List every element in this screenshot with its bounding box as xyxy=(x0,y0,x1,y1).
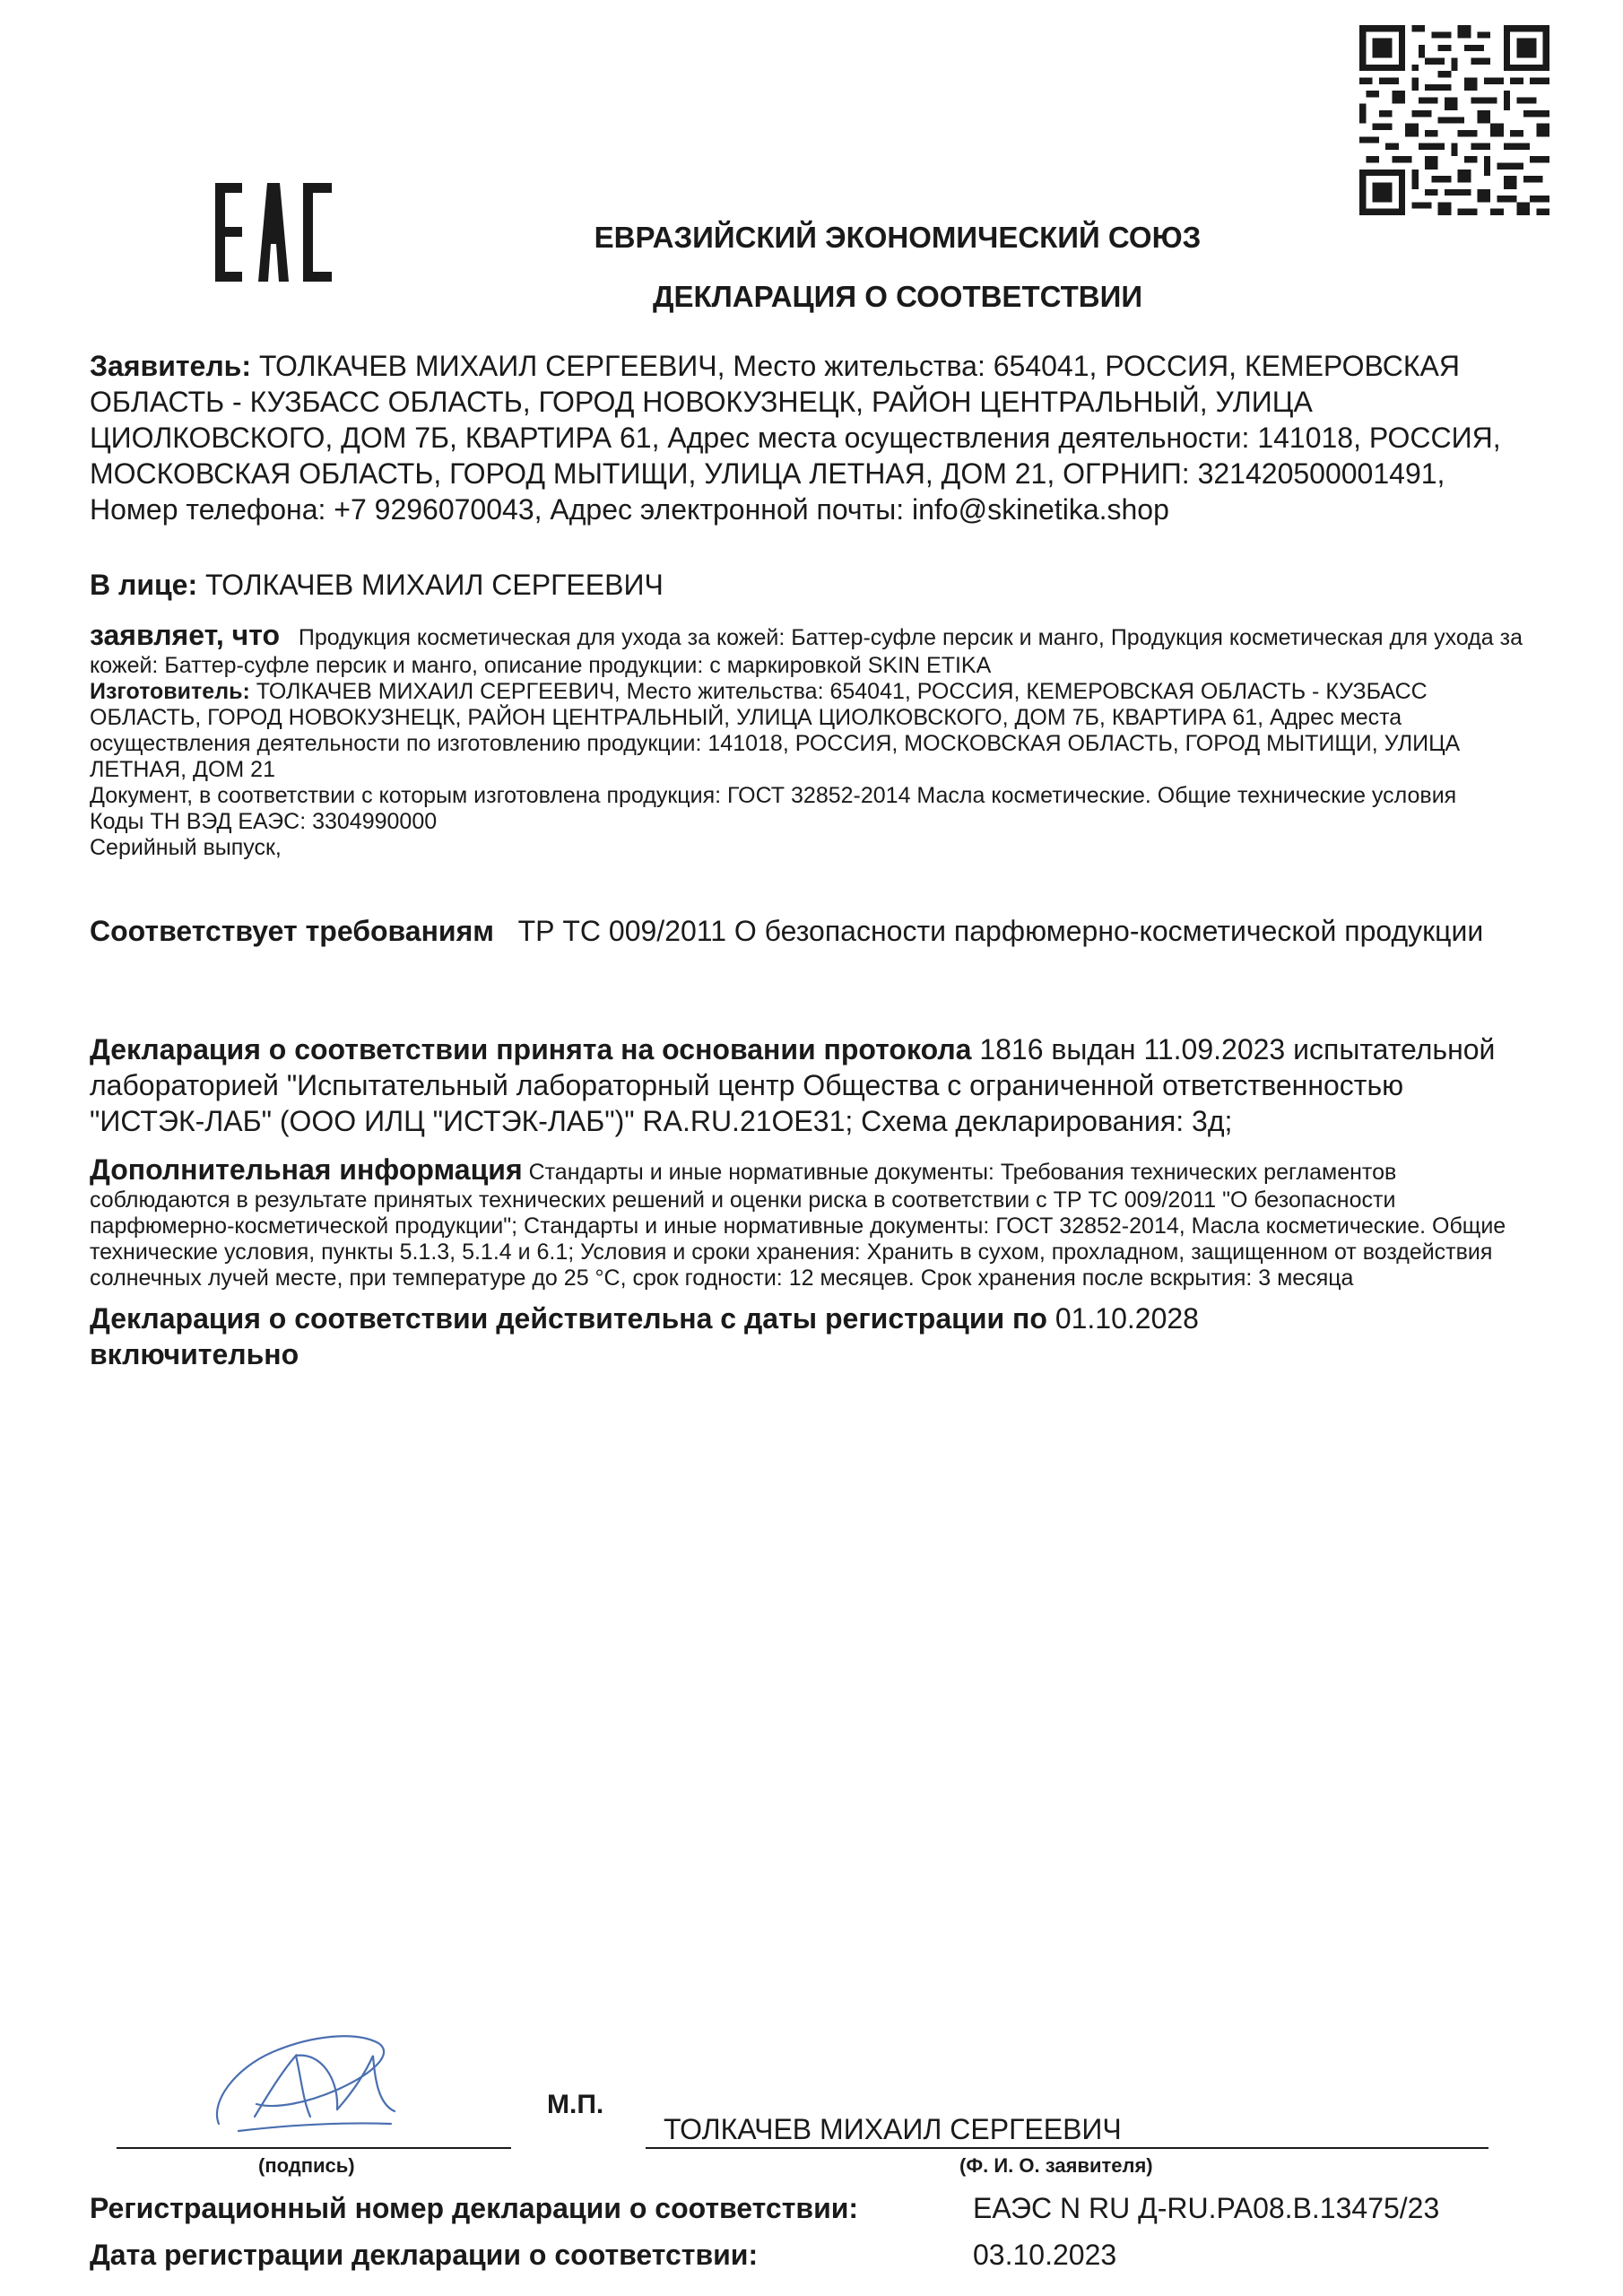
handwritten-signature xyxy=(203,2016,402,2142)
validity-label: Декларация о соответствии действительна с даты регистрации по xyxy=(90,1302,1047,1335)
serial-release: Серийный выпуск, xyxy=(90,835,282,860)
union-title: ЕВРАЗИЙСКИЙ ЭКОНОМИЧЕСКИЙ СОЮЗ xyxy=(594,221,1202,254)
representative-text: ТОЛКАЧЕВ МИХАИЛ СЕРГЕЕВИЧ xyxy=(205,569,664,601)
name-caption: (Ф. И. О. заявителя) xyxy=(959,2154,1153,2177)
protocol-block xyxy=(90,1031,1524,1139)
registration-date: 03.10.2023 xyxy=(973,2239,1117,2271)
conforms-text: ТР ТС 009/2011 О безопасности парфюмерно-косметической продукции xyxy=(517,915,1484,947)
registration-number: ЕАЭС N RU Д-RU.РА08.В.13475/23 xyxy=(973,2192,1440,2224)
registration-date-label: Дата регистрации декларации о соответствии: xyxy=(90,2239,759,2271)
standard-document: Документ, в соответствии с которым изготовлена продукция: ГОСТ 32852-2014 Масла косметические. Общие технические условия xyxy=(90,783,1457,808)
conforms-label: Соответствует требованиям xyxy=(90,915,494,947)
conforms-block xyxy=(90,913,1524,949)
protocol-label: Декларация о соответствии принята на основании протокола xyxy=(90,1033,972,1065)
applicant-text: ТОЛКАЧЕВ МИХАИЛ СЕРГЕЕВИЧ, Место жительства: 654041, РОССИЯ, КЕМЕРОВСКАЯ ОБЛАСТЬ - КУЗБАСС ОБЛАСТЬ, ГОРОД НОВОКУЗНЕЦК, РАЙОН ЦЕНТРАЛЬНЫЙ, УЛИЦА ЦИОЛКОВСКОГО, ДОМ 7Б, КВАРТИРА 61, Адрес места осуществления деятельности: 141018, РОССИЯ, МОСКОВСКАЯ ОБЛАСТЬ, ГОРОД МЫТИЩИ, УЛИЦА ЛЕТНАЯ, ДОМ 21, ОГРНИП: 321420500001491, Номер телефона: +7 9296070043, Адрес электронной почты: info@skinetika.shop xyxy=(90,350,1501,526)
customs-codes: Коды ТН ВЭД ЕАЭС: 3304990000 xyxy=(90,809,438,834)
declares-label: заявляет, что xyxy=(90,619,280,651)
additional-info-text: Стандарты и иные нормативные документы: Требования технических регламентов соблюдаются в результате принятых технических решений и оценки риска в соответствии с ТР ТС 009/2011 "О безопасности парфюмерно-косметической продукции"; Стандарты и иные нормативные документы: ГОСТ 32852-2014, Масла косметические. Общие технические условия, пункты 5.1.3, 5.1.4 и 6.1; Условия и сроки хранения: Хранить в сухом, прохладном, защищенном от воздействия солнечных лучей месте, при температуре до 25 °С, срок годности: 12 месяцев. Срок хранения после вскрытия: 3 месяца xyxy=(90,1160,1506,1291)
stamp-place-label: М.П. xyxy=(547,2090,604,2119)
representative-label: В лице: xyxy=(90,569,198,601)
validity-suffix: включительно xyxy=(90,1338,299,1370)
manufacturer-label: Изготовитель: xyxy=(90,679,250,704)
registration-number-label: Регистрационный номер декларации о соответствии: xyxy=(90,2192,859,2224)
validity-block xyxy=(90,1300,1524,1372)
applicant-name: ТОЛКАЧЕВ МИХАИЛ СЕРГЕЕВИЧ xyxy=(664,2113,1122,2145)
declaration-block xyxy=(90,617,1524,861)
manufacturer-text: ТОЛКАЧЕВ МИХАИЛ СЕРГЕЕВИЧ, Место жительства: 654041, РОССИЯ, КЕМЕРОВСКАЯ ОБЛАСТЬ - КУЗБАСС ОБЛАСТЬ, ГОРОД НОВОКУЗНЕЦК, РАЙОН ЦЕНТРАЛЬНЫЙ, УЛИЦА ЦИОЛКОВСКОГО, ДОМ 7Б, КВАРТИРА 61, Адрес места осуществления деятельности по изготовлению продукции: 141018, РОССИЯ, МОСКОВСКАЯ ОБЛАСТЬ, ГОРОД МЫТИЩИ, УЛИЦА ЛЕТНАЯ, ДОМ 21 xyxy=(90,679,1461,782)
validity-date: 01.10.2028 xyxy=(1055,1302,1199,1335)
document-title: ДЕКЛАРАЦИЯ О СООТВЕТСТВИИ xyxy=(652,280,1143,313)
qr-code xyxy=(1359,25,1549,215)
applicant-block xyxy=(90,348,1524,527)
name-line xyxy=(646,2147,1488,2149)
product-text: Продукция косметическая для ухода за кожей: Баттер-суфле персик и манго, Продукция косметическая для ухода за кожей: Баттер-суфле персик и манго, описание продукции: с маркировкой SKIN ETIKA xyxy=(90,625,1523,678)
additional-info-label: Дополнительная информация xyxy=(90,1153,523,1186)
additional-info-block xyxy=(90,1152,1524,1292)
signature-line xyxy=(117,2147,511,2149)
applicant-label: Заявитель: xyxy=(90,350,251,382)
signature-caption: (подпись) xyxy=(258,2154,355,2177)
representative-block xyxy=(90,567,1524,603)
protocol-text: 1816 выдан 11.09.2023 испытательной лабораторией "Испытательный лабораторный центр Общества с ограниченной ответственностью "ИСТЭК-ЛАБ" (ООО ИЛЦ "ИСТЭК-ЛАБ")" RA.RU.21ОЕ31; Схема декларирования: 3д; xyxy=(90,1033,1496,1137)
